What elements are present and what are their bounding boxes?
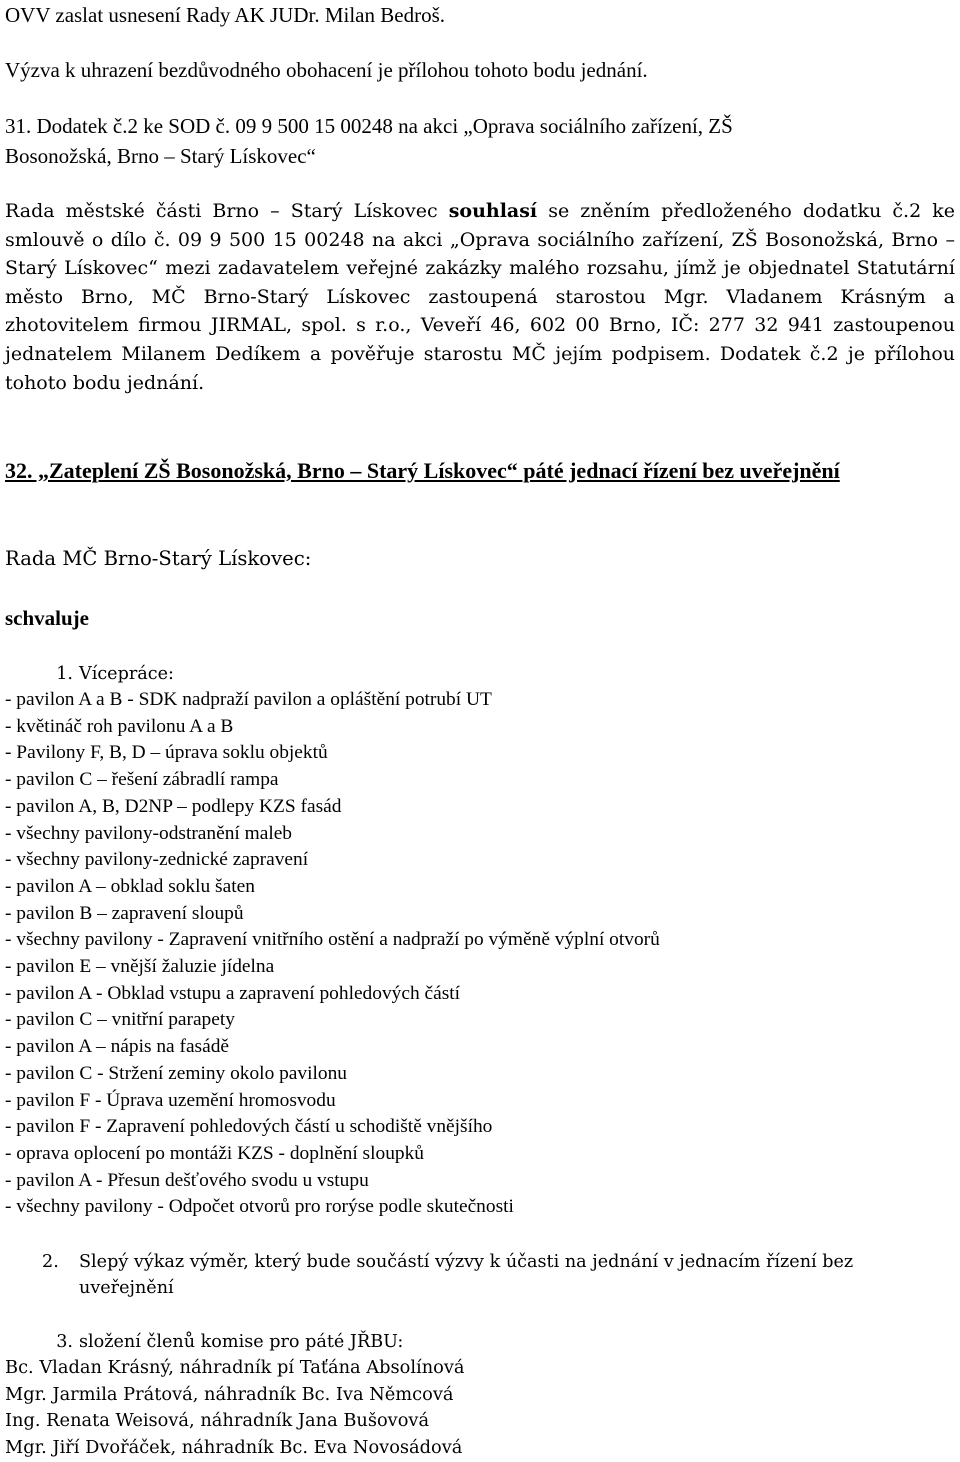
point-3-text: složení členů komise pro páté JŘBU: bbox=[79, 1332, 404, 1352]
works-list-item: - pavilon E – vnější žaluzie jídelna bbox=[5, 956, 275, 977]
works-list-item: - všechny pavilony - Zapravení vnitřního ostění a nadpraží po výměně výplní otvorů bbox=[5, 929, 660, 951]
committee-member: Mgr. Jiří Dvořáček, náhradník Bc. Eva Novosádová bbox=[5, 1436, 463, 1458]
resolution-intro-text: Rada městské části Brno – Starý Lískovec bbox=[5, 200, 449, 222]
point-1-label: Vícepráce: bbox=[79, 664, 174, 684]
item-32-heading: 32. „Zateplení ZŠ Bosonožská, Brno – Starý Lískovec“ páté jednací řízení bez uveřejnění bbox=[5, 458, 840, 483]
resolution-body-text: se zněním předloženého dodatku č.2 ke smlouvě o dílo č. 09 9 500 15 00248 na akci „Oprava sociálního zařízení, ZŠ Bosonožská, Brno – Starý Lískovec“ mezi zadavatelem veřejné zakázky malého rozsahu, jímž je objednatel Statutární město Brno, MČ Brno-Starý Lískovec zastoupená starostou Mgr. Vladanem Krásným a zhotovitelem firmou JIRMAL, spol. s r.o., Veveří 46, 602 00 Brno, IČ: 277 32 941 zastoupenou jednatelem Milanem Dedíkem a pověřuje starostu MČ jejím podpisem. Dodatek č.2 je přílohou tohoto bodu jednání. bbox=[5, 200, 955, 394]
item-31-resolution-paragraph bbox=[5, 197, 955, 397]
intro-line-2: Výzva k uhrazení bezdůvodného obohacení je přílohou tohoto bodu jednání. bbox=[5, 58, 648, 82]
works-list-item: - květináč roh pavilonu A a B bbox=[5, 715, 234, 737]
point-1 bbox=[5, 661, 174, 687]
point-1-number: 1. bbox=[56, 664, 73, 684]
works-list-item: - oprava oplocení po montáži KZS - doplnění sloupků bbox=[5, 1142, 424, 1164]
point-2-number: 2. bbox=[42, 1252, 59, 1272]
works-list-item: - pavilon A – nápis na fasádě bbox=[5, 1036, 230, 1058]
approves-label: schvaluje bbox=[5, 606, 89, 630]
works-list-item: - pavilon A – obklad soklu šaten bbox=[5, 875, 255, 897]
intro-line-1: OVV zaslat usnesení Rady AK JUDr. Milan Bedroš. bbox=[5, 3, 445, 27]
works-list-item: - pavilon C - Stržení zeminy okolo pavilonu bbox=[5, 1062, 347, 1084]
works-list-item: - pavilon F - Zapravení pohledových částí u schodiště vnějšího bbox=[5, 1116, 493, 1138]
works-list-item: - pavilon B – zapravení sloupů bbox=[5, 902, 244, 924]
point-3 bbox=[5, 1329, 403, 1355]
resolution-verb: souhlasí bbox=[448, 200, 538, 222]
item-31-heading-line-1: 31. Dodatek č.2 ke SOD č. 09 9 500 15 00248 na akci „Oprava sociálního zařízení, ZŠ bbox=[5, 114, 733, 138]
works-list-item: - pavilon C – řešení zábradlí rampa bbox=[5, 769, 279, 791]
works-list-item: - pavilon A - Obklad vstupu a zapravení pohledových částí bbox=[5, 982, 461, 1004]
point-3-number: 3. bbox=[56, 1332, 73, 1352]
works-list-item: - pavilon F - Úprava uzemění hromosvodu bbox=[5, 1089, 336, 1111]
committee-member: Ing. Renata Weisová, náhradník Jana Bušovová bbox=[5, 1410, 430, 1431]
works-list-item: - všechny pavilony-odstranění maleb bbox=[5, 822, 293, 844]
works-list-item: - pavilon A a B - SDK nadpraží pavilon a opláštění potrubí UT bbox=[5, 689, 492, 710]
item-31-heading-line-2: Bosonožská, Brno – Starý Lískovec“ bbox=[5, 144, 316, 168]
point-2-text: Slepý výkaz výměr, který bude součástí výzvy k účasti na jednání v jednacím řízení bez uveřejnění bbox=[79, 1252, 854, 1298]
works-list-item: - všechny pavilony - Odpočet otvorů pro rorýse podle skutečnosti bbox=[5, 1196, 514, 1218]
committee-member: Mgr. Jarmila Prátová, náhradník Bc. Iva Němcová bbox=[5, 1383, 454, 1405]
works-list-item: - Pavilony F, B, D – úprava soklu objektů bbox=[5, 742, 328, 764]
works-list-item: - pavilon A, B, D2NP – podlepy KZS fasád bbox=[5, 795, 342, 817]
works-list-item: - pavilon A - Přesun dešťového svodu u vstupu bbox=[5, 1169, 369, 1191]
works-list-item: - všechny pavilony-zednické zapravení bbox=[5, 849, 309, 871]
works-list-item: - pavilon C – vnitřní parapety bbox=[5, 1009, 235, 1031]
council-label: Rada MČ Brno-Starý Lískovec: bbox=[5, 547, 312, 570]
committee-member: Bc. Vladan Krásný, náhradník pí Taťána Absolínová bbox=[5, 1357, 465, 1378]
